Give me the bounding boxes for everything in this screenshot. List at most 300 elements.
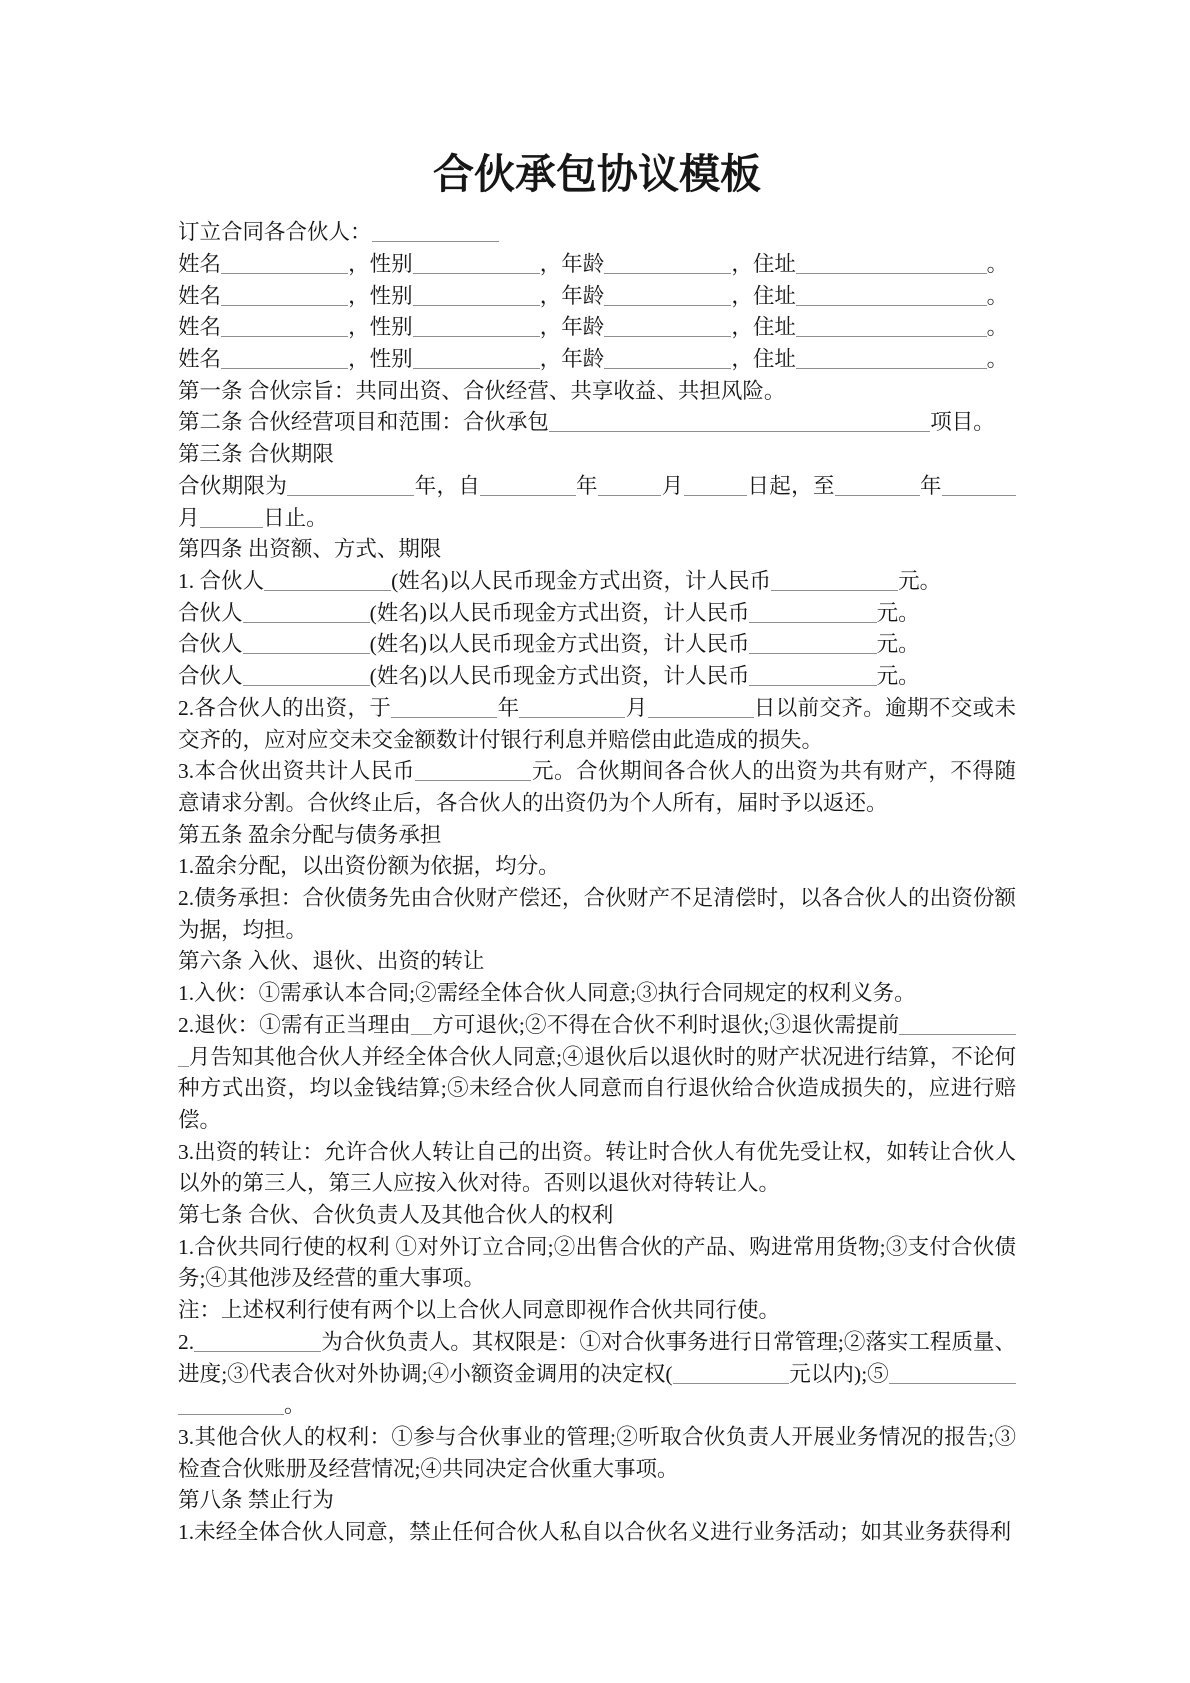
blank-underline-segment [264, 622, 275, 623]
blank-underline-segment [263, 336, 274, 337]
blank-underline-segment [856, 431, 867, 432]
blank-underline-segment [242, 1414, 253, 1415]
blank-underline-segment [866, 590, 877, 591]
fill-in-blank [684, 474, 748, 498]
blank-underline-segment [623, 431, 634, 432]
blank-underline-segment [258, 1351, 269, 1352]
blank-underline-segment [902, 368, 913, 369]
blank-underline-segment [570, 431, 581, 432]
blank-underline-segment [415, 780, 426, 781]
blank-underline-segment [519, 368, 530, 369]
blank-underline-segment [636, 273, 647, 274]
blank-underline-segment [673, 1383, 684, 1384]
blank-underline-segment [306, 685, 317, 686]
blank-underline-segment [328, 590, 339, 591]
blank-underline-segment [252, 1414, 263, 1415]
fill-in-blank [413, 284, 540, 308]
blank-underline-segment [866, 622, 877, 623]
blank-underline-segment [995, 1034, 1006, 1035]
blank-underline-segment [327, 622, 338, 623]
blank-underline-segment [327, 368, 338, 369]
blank-underline-segment [466, 305, 477, 306]
blank-underline-segment [529, 273, 540, 274]
blank-underline-segment [306, 590, 317, 591]
paragraph: 1.未经全体合伙人同意，禁止任何合伙人私自以合伙名义进行业务活动；如其业务获得利 [178, 1520, 1012, 1545]
blank-underline-segment [849, 273, 860, 274]
blank-underline-segment [510, 780, 521, 781]
blank-underline-segment [221, 527, 232, 528]
blank-underline-segment [434, 717, 445, 718]
blank-underline-segment [771, 653, 782, 654]
blank-underline-segment [678, 305, 689, 306]
fill-in-blank [598, 474, 662, 498]
blank-underline-segment [253, 368, 264, 369]
blank-underline-segment [963, 1383, 974, 1384]
fill-in-blank [178, 1362, 1016, 1418]
blank-underline-segment [316, 273, 327, 274]
paragraph: 2.退伙：①需有正当理由 方可退伙;②不得在合伙不利时退伙;③退伙需提前月告知其他合伙人并经全体合伙人同意;④退伙后以退伙时的财产状况进行结算，不论何种方式出资，均以金钱结算;⑤未经合伙人同意而自行退伙给合伙造成损失的，应进行赔偿。 [178, 1012, 1016, 1132]
blank-underline-segment [683, 1383, 694, 1384]
blank-underline-segment [902, 273, 913, 274]
blank-underline-segment [508, 305, 519, 306]
blank-underline-segment [870, 368, 881, 369]
blank-underline-segment [423, 368, 434, 369]
blank-underline-segment [274, 305, 285, 306]
blank-underline-segment [476, 273, 487, 274]
blank-underline-segment [665, 431, 676, 432]
blank-underline-segment [370, 590, 381, 591]
blank-underline-segment [942, 1034, 953, 1035]
fill-in-blank [796, 252, 987, 276]
blank-underline-segment [965, 273, 976, 274]
blank-underline-segment [551, 717, 562, 718]
blank-underline-segment [295, 273, 306, 274]
blank-underline-segment [199, 1414, 210, 1415]
blank-underline-segment [870, 273, 881, 274]
blank-underline-segment [920, 431, 931, 432]
blank-underline-segment [715, 495, 726, 496]
blank-underline-segment [657, 336, 668, 337]
blank-underline-segment [771, 431, 782, 432]
blank-underline-segment [860, 336, 871, 337]
blank-underline-segment [710, 368, 721, 369]
paragraph: 第六条 入伙、退伙、出资的转让 [178, 949, 485, 974]
blank-underline-segment [877, 495, 888, 496]
blank-underline-segment [771, 590, 782, 591]
blank-underline-segment [465, 717, 476, 718]
blank-underline-segment [467, 241, 478, 242]
blank-underline-segment [519, 336, 530, 337]
blank-underline-segment [700, 273, 711, 274]
blank-underline-segment [636, 336, 647, 337]
fill-in-blank [771, 569, 898, 593]
blank-underline-segment [456, 241, 467, 242]
blank-underline-segment [306, 653, 317, 654]
blank-underline-segment [477, 241, 488, 242]
fill-in-blank [796, 347, 987, 371]
blank-underline-segment [289, 1351, 300, 1352]
blank-underline-segment [338, 368, 349, 369]
blank-underline-segment [955, 368, 966, 369]
blank-underline-segment [393, 495, 404, 496]
blank-underline-segment [413, 368, 424, 369]
blank-underline-segment [359, 590, 370, 591]
blank-underline-segment [508, 336, 519, 337]
blank-underline-segment [870, 305, 881, 306]
blank-underline-segment [327, 336, 338, 337]
blank-underline-segment [604, 368, 615, 369]
blank-underline-segment [594, 717, 605, 718]
blank-underline-segment [264, 590, 275, 591]
blank-underline-segment [648, 717, 659, 718]
blank-underline-segment [944, 368, 955, 369]
blank-underline-segment [828, 273, 839, 274]
blank-underline-segment [338, 622, 349, 623]
blank-underline-segment [338, 305, 349, 306]
blank-underline-segment [679, 717, 690, 718]
blank-underline-segment [737, 495, 748, 496]
fill-in-blank [942, 474, 1016, 498]
blank-underline-segment [963, 495, 974, 496]
blank-underline-segment [615, 717, 626, 718]
blank-underline-segment [242, 305, 253, 306]
blank-underline-segment [813, 653, 824, 654]
blank-underline-segment [881, 273, 892, 274]
blank-underline-segment [912, 305, 923, 306]
blank-underline-segment [781, 653, 792, 654]
blank-underline-segment [604, 273, 615, 274]
blank-underline-segment [447, 780, 458, 781]
blank-underline-segment [955, 336, 966, 337]
blank-underline-segment [423, 273, 434, 274]
blank-underline-segment [877, 590, 888, 591]
blank-underline-segment [715, 1383, 726, 1384]
blank-underline-segment [881, 305, 892, 306]
blank-underline-segment [497, 305, 508, 306]
paragraph: 3.出资的转让：允许合伙人转让自己的出资。转让时合伙人有优先受让权，如转让合伙人以外的第三人，第三人应按入伙对待。否则以退伙对待转让人。 [178, 1139, 1016, 1196]
blank-underline-segment [455, 368, 466, 369]
blank-underline-segment [726, 495, 737, 496]
blank-underline-segment [178, 1414, 189, 1415]
blank-underline-segment [834, 653, 845, 654]
blank-underline-segment [625, 336, 636, 337]
blank-underline-segment [828, 368, 839, 369]
blank-underline-segment [413, 273, 424, 274]
blank-underline-segment [902, 336, 913, 337]
blank-underline-segment [273, 1414, 284, 1415]
blank-underline-segment [317, 590, 328, 591]
fill-in-blank [749, 601, 876, 625]
blank-underline-segment [923, 336, 934, 337]
blank-underline-segment [263, 273, 274, 274]
blank-underline-segment [497, 273, 508, 274]
fill-in-blank [178, 1013, 1016, 1069]
blank-underline-segment [835, 431, 846, 432]
blank-underline-segment [444, 336, 455, 337]
blank-underline-segment [860, 273, 871, 274]
blank-underline-segment [435, 241, 446, 242]
blank-underline-segment [243, 622, 254, 623]
blank-underline-segment [710, 336, 721, 337]
document-title: 合伙承包协议模板 [433, 151, 761, 197]
blank-underline-segment [615, 368, 626, 369]
blank-underline-segment [721, 368, 732, 369]
blank-underline-segment [747, 1383, 758, 1384]
blank-underline-segment [803, 590, 814, 591]
blank-underline-segment [923, 305, 934, 306]
blank-underline-segment [779, 1383, 790, 1384]
fill-in-blank [243, 601, 370, 625]
blank-underline-segment [910, 1034, 921, 1035]
blank-underline-segment [615, 273, 626, 274]
blank-underline-segment [351, 495, 362, 496]
blank-underline-segment [792, 685, 803, 686]
blank-underline-segment [636, 368, 647, 369]
blank-underline-segment [856, 590, 867, 591]
blank-underline-segment [359, 622, 370, 623]
fill-in-blank [604, 252, 731, 276]
blank-underline-segment [689, 368, 700, 369]
blank-underline-segment [306, 622, 317, 623]
blank-underline-segment [846, 431, 857, 432]
blank-underline-segment [317, 685, 328, 686]
fill-in-blank [221, 284, 348, 308]
blank-underline-segment [647, 305, 658, 306]
paragraph: 第四条 出资额、方式、期限 [178, 537, 442, 562]
blank-underline-segment [796, 368, 807, 369]
blank-underline-segment [455, 305, 466, 306]
blank-underline-segment [382, 241, 393, 242]
paragraph: 3.其他合伙人的权利：①参与合伙事业的管理;②听取合伙负责人开展业务情况的报告;③检查合伙账册及经营情况;④共同决定合伙重大事项。 [178, 1424, 1016, 1481]
blank-underline-segment [221, 368, 232, 369]
blank-underline-segment [910, 1383, 921, 1384]
blank-underline-segment [295, 336, 306, 337]
blank-underline-segment [668, 273, 679, 274]
blank-underline-segment [828, 305, 839, 306]
blank-underline-segment [817, 273, 828, 274]
paragraph: 姓名 ，性别 ，年龄 ，住址 。 [178, 251, 1009, 276]
blank-underline-segment [684, 495, 695, 496]
blank-underline-segment [845, 495, 856, 496]
blank-underline-segment [838, 368, 849, 369]
blank-underline-segment [372, 495, 383, 496]
blank-underline-segment [263, 305, 274, 306]
blank-underline-segment [984, 1034, 995, 1035]
paragraph: 第七条 合伙、合伙负责人及其他合伙人的权利 [178, 1203, 614, 1228]
blank-underline-segment [668, 368, 679, 369]
blank-underline-segment [572, 717, 583, 718]
blank-underline-segment [934, 368, 945, 369]
blank-underline-segment [849, 368, 860, 369]
blank-underline-segment [796, 305, 807, 306]
blank-underline-segment [338, 685, 349, 686]
blank-underline-segment [215, 1351, 226, 1352]
blank-underline-segment [845, 653, 856, 654]
blank-underline-segment [488, 241, 499, 242]
blank-underline-segment [361, 495, 372, 496]
blank-underline-segment [877, 431, 888, 432]
blank-underline-segment [604, 305, 615, 306]
blank-underline-segment [760, 622, 771, 623]
blank-underline-segment [891, 336, 902, 337]
blank-underline-segment [298, 495, 309, 496]
blank-underline-segment [690, 717, 701, 718]
paragraph: 订立合同各合伙人： [178, 217, 1016, 249]
blank-underline-segment [657, 368, 668, 369]
blank-underline-segment [615, 305, 626, 306]
blank-underline-segment [793, 431, 804, 432]
fill-in-blank [673, 1362, 790, 1386]
blank-underline-segment [221, 305, 232, 306]
blank-underline-segment [455, 273, 466, 274]
blank-underline-segment [718, 431, 729, 432]
blank-underline-segment [466, 368, 477, 369]
blank-underline-segment [612, 431, 623, 432]
blank-underline-segment [319, 495, 330, 496]
blank-underline-segment [444, 717, 455, 718]
blank-underline-segment [508, 273, 519, 274]
fill-in-blank [480, 474, 575, 498]
blank-underline-segment [327, 653, 338, 654]
blank-underline-segment [722, 717, 733, 718]
blank-underline-segment [889, 1383, 900, 1384]
blank-underline-segment [750, 431, 761, 432]
paragraph: 合伙人 (姓名)以人民币现金方式出资，计人民币 元。 [178, 600, 920, 625]
fill-in-blank [287, 474, 414, 498]
fill-in-blank [749, 632, 876, 656]
blank-underline-segment [340, 495, 351, 496]
blank-underline-segment [944, 273, 955, 274]
blank-underline-segment [455, 336, 466, 337]
blank-underline-segment [792, 590, 803, 591]
blank-underline-segment [253, 336, 264, 337]
blank-underline-segment [965, 305, 976, 306]
blank-underline-segment [279, 1351, 290, 1352]
blank-underline-segment [824, 653, 835, 654]
paragraph: 姓名 ，性别 ，年龄 ，住址 。 [178, 347, 1009, 372]
blank-underline-segment [338, 336, 349, 337]
blank-underline-segment [253, 305, 264, 306]
blank-underline-segment [615, 336, 626, 337]
blank-underline-segment [657, 305, 668, 306]
blank-underline-segment [934, 305, 945, 306]
blank-underline-segment [476, 305, 487, 306]
blank-underline-segment [813, 685, 824, 686]
blank-underline-segment [860, 305, 871, 306]
blank-underline-segment [881, 368, 892, 369]
blank-underline-segment [508, 368, 519, 369]
blank-underline-segment [909, 495, 920, 496]
blank-underline-segment [952, 1383, 963, 1384]
blank-underline-segment [689, 336, 700, 337]
blank-underline-segment [285, 622, 296, 623]
blank-underline-segment [976, 305, 987, 306]
blank-underline-segment [952, 1034, 963, 1035]
blank-underline-segment [359, 685, 370, 686]
blank-underline-segment [740, 431, 751, 432]
blank-underline-segment [760, 685, 771, 686]
blank-underline-segment [711, 717, 722, 718]
blank-underline-segment [541, 717, 552, 718]
blank-underline-segment [736, 1383, 747, 1384]
paragraph: 姓名 ，性别 ，年龄 ，住址 。 [178, 315, 1009, 340]
blank-underline-segment [242, 527, 253, 528]
blank-underline-segment [644, 431, 655, 432]
fill-in-blank [648, 696, 754, 720]
blank-underline-segment [565, 495, 576, 496]
blank-underline-segment [348, 685, 359, 686]
blank-underline-segment [974, 495, 985, 496]
blank-underline-segment [965, 368, 976, 369]
blank-underline-segment [835, 590, 846, 591]
blank-underline-segment [549, 431, 560, 432]
blank-underline-segment [604, 717, 615, 718]
blank-underline-segment [881, 336, 892, 337]
blank-underline-segment [285, 336, 296, 337]
blank-underline-segment [802, 653, 813, 654]
blank-underline-segment [700, 368, 711, 369]
blank-underline-segment [891, 273, 902, 274]
blank-underline-segment [263, 368, 274, 369]
fill-in-blank [372, 220, 499, 244]
paragraph: 合伙人 (姓名)以人民币现金方式出资，计人民币 元。 [178, 664, 920, 689]
blank-underline-segment [668, 336, 679, 337]
blank-underline-segment [311, 1351, 322, 1352]
blank-underline-segment [845, 685, 856, 686]
fill-in-blank [200, 506, 264, 530]
blank-underline-segment [295, 622, 306, 623]
blank-underline-segment [813, 622, 824, 623]
blank-underline-segment [372, 241, 383, 242]
blank-underline-segment [436, 780, 447, 781]
blank-underline-segment [327, 305, 338, 306]
blank-underline-segment [931, 1383, 942, 1384]
blank-underline-segment [295, 305, 306, 306]
paragraph: 第八条 禁止行为 [178, 1488, 334, 1513]
blank-underline-segment [647, 273, 658, 274]
blank-underline-segment [422, 1034, 433, 1035]
blank-underline-segment [221, 336, 232, 337]
blank-underline-segment [824, 590, 835, 591]
blank-underline-segment [194, 1351, 205, 1352]
blank-underline-segment [625, 273, 636, 274]
blank-underline-segment [678, 368, 689, 369]
blank-underline-segment [902, 305, 913, 306]
blank-underline-segment [237, 1351, 248, 1352]
blank-underline-segment [306, 336, 317, 337]
paragraph: 第二条 合伙经营项目和范围：合伙承包 项目。 [178, 410, 995, 435]
blank-underline-segment [274, 368, 285, 369]
blank-underline-segment [636, 305, 647, 306]
blank-underline-segment [413, 305, 424, 306]
blank-underline-segment [338, 653, 349, 654]
blank-underline-segment [424, 241, 435, 242]
fill-in-blank [604, 284, 731, 308]
blank-underline-segment [210, 527, 221, 528]
blank-underline-segment [923, 368, 934, 369]
paragraph: 第五条 盈余分配与债务承担 [178, 822, 442, 847]
blank-underline-segment [942, 495, 953, 496]
blank-underline-segment [253, 273, 264, 274]
blank-underline-segment [678, 336, 689, 337]
blank-underline-segment [782, 431, 793, 432]
paragraph: 2.各合伙人的出资，于 年 月 日以前交齐。逾期不交或未交齐的，应对应交未交金额数计付银行利息并赔偿由此造成的损失。 [178, 695, 1016, 752]
blank-underline-segment [274, 685, 285, 686]
blank-underline-segment [781, 685, 792, 686]
blank-underline-segment [530, 717, 541, 718]
paragraph: 第一条 合伙宗旨：共同出资、合伙经营、共享收益、共担风险。 [178, 378, 786, 403]
blank-underline-segment [923, 273, 934, 274]
